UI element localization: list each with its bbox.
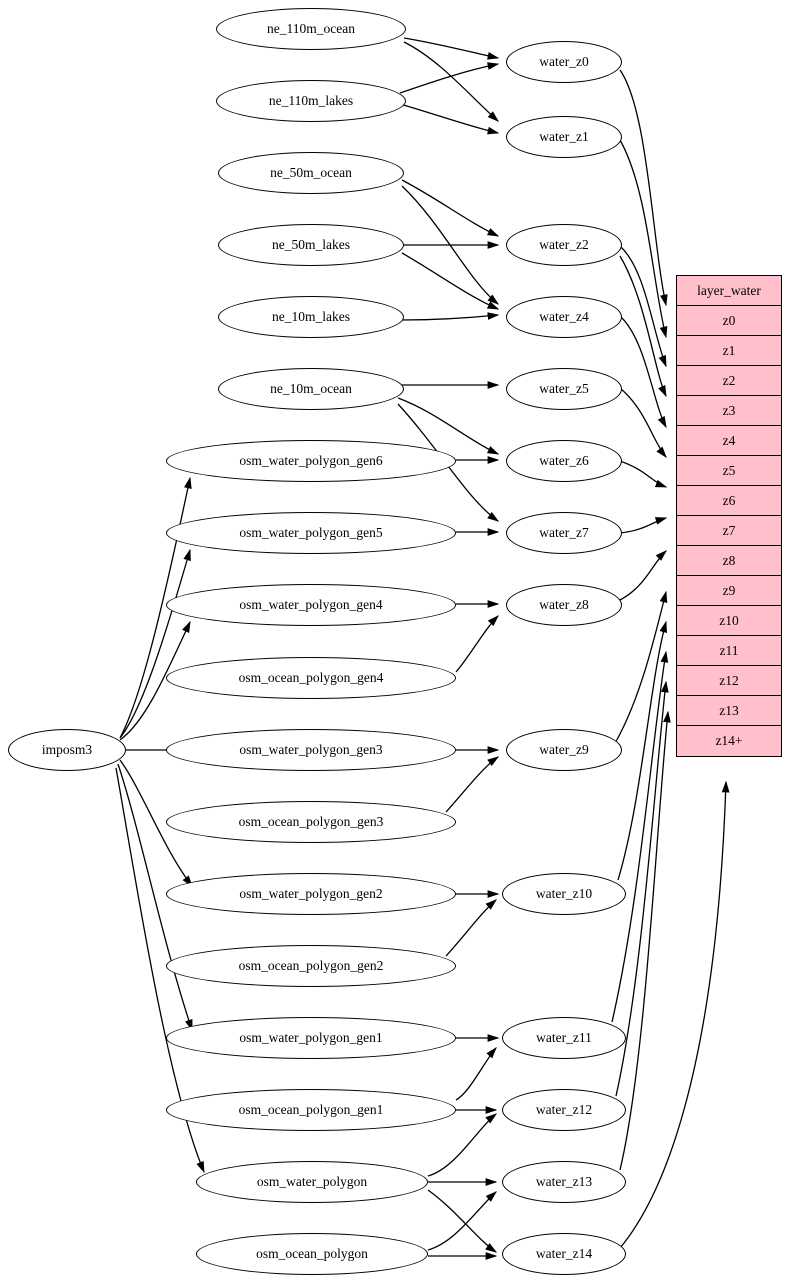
node-label: water_z8 [539, 597, 589, 612]
node-label: water_z10 [535, 886, 593, 901]
node-label: osm_water_polygon_gen5 [239, 525, 383, 540]
node-water-z7[interactable] [506, 512, 622, 554]
node-osm-ocean-polygon-gen1[interactable] [166, 1089, 456, 1131]
node-label: osm_ocean_polygon [256, 1246, 368, 1261]
node-label: ne_50m_ocean [270, 165, 352, 180]
node-label: osm_water_polygon_gen1 [239, 1030, 383, 1045]
layer-water-row-z7[interactable]: z7 [677, 516, 781, 546]
node-water-z11[interactable] [502, 1017, 626, 1059]
node-label: ne_10m_lakes [272, 309, 350, 324]
node-water-z13[interactable] [502, 1161, 626, 1203]
node-water-z8[interactable] [506, 584, 622, 626]
layer-water-row-z0[interactable]: z0 [677, 306, 781, 336]
node-ne-50m-lakes[interactable] [218, 224, 404, 266]
node-label: ne_10m_ocean [270, 381, 352, 396]
layer-water-row-z12[interactable]: z12 [677, 666, 781, 696]
node-water-z14[interactable] [502, 1233, 626, 1275]
node-label: water_z7 [539, 525, 589, 540]
layer-water-row-z3[interactable]: z3 [677, 396, 781, 426]
node-label: water_z12 [535, 1102, 593, 1117]
node-water-z10[interactable] [502, 873, 626, 915]
node-osm-ocean-polygon-gen4[interactable] [166, 657, 456, 699]
node-label: osm_ocean_polygon_gen3 [238, 814, 384, 829]
node-osm-ocean-polygon[interactable] [196, 1233, 428, 1275]
node-water-z12[interactable] [502, 1089, 626, 1131]
node-osm-ocean-polygon-gen3[interactable] [166, 801, 456, 843]
node-label: osm_water_polygon_gen4 [239, 597, 383, 612]
node-label: water_z2 [539, 237, 589, 252]
node-label: ne_110m_ocean [267, 21, 355, 36]
node-water-z4[interactable] [506, 296, 622, 338]
layer-water-row-z4[interactable]: z4 [677, 426, 781, 456]
node-label: osm_water_polygon_gen6 [239, 453, 383, 468]
node-label: osm_ocean_polygon_gen4 [238, 670, 384, 685]
node-label: water_z13 [535, 1174, 593, 1189]
layer-water-row-z10[interactable]: z10 [677, 606, 781, 636]
layer-water-table[interactable] [676, 275, 782, 757]
node-osm-water-polygon-gen1[interactable] [166, 1017, 456, 1059]
layer-water-row-z14[interactable]: z14+ [715, 733, 743, 748]
node-osm-water-polygon[interactable] [196, 1161, 428, 1203]
node-osm-water-polygon-gen3[interactable] [166, 729, 456, 771]
node-water-z1[interactable] [506, 116, 622, 158]
node-water-z2[interactable] [506, 224, 622, 266]
node-osm-water-polygon-gen6[interactable] [166, 440, 456, 482]
node-osm-ocean-polygon-gen2[interactable] [166, 945, 456, 987]
node-label: water_z14 [535, 1246, 593, 1261]
node-label: osm_water_polygon_gen2 [239, 886, 383, 901]
node-label: water_z11 [536, 1030, 592, 1045]
node-osm-water-polygon-gen4[interactable] [166, 584, 456, 626]
node-ne-110m-lakes[interactable] [216, 80, 406, 122]
node-label: osm_ocean_polygon_gen2 [238, 958, 384, 973]
node-label: water_z9 [539, 742, 589, 757]
layer-water-row-z9[interactable]: z9 [677, 576, 781, 606]
node-label: ne_110m_lakes [268, 93, 354, 108]
node-label: osm_ocean_polygon_gen1 [238, 1102, 384, 1117]
layer-water-row-z5[interactable]: z5 [677, 456, 781, 486]
node-label: ne_50m_lakes [272, 237, 350, 252]
node-water-z6[interactable] [506, 440, 622, 482]
node-ne-50m-ocean[interactable] [218, 152, 404, 194]
layer-water-header: layer_water [677, 276, 781, 306]
node-osm-water-polygon-gen5[interactable] [166, 512, 456, 554]
layer-water-row-z2[interactable]: z2 [677, 366, 781, 396]
layer-water-row-z1[interactable]: z1 [677, 336, 781, 366]
layer-water-row-z8[interactable]: z8 [677, 546, 781, 576]
node-ne-10m-ocean[interactable] [218, 368, 404, 410]
node-label: water_z4 [539, 309, 589, 324]
node-label: osm_water_polygon [256, 1174, 368, 1189]
node-imposm3[interactable] [8, 729, 126, 771]
layer-water-row-z6[interactable]: z6 [677, 486, 781, 516]
node-label: water_z1 [539, 129, 589, 144]
node-label: water_z0 [539, 54, 589, 69]
node-label: water_z6 [539, 453, 589, 468]
node-ne-110m-ocean[interactable] [216, 8, 406, 50]
node-label: osm_water_polygon_gen3 [239, 742, 383, 757]
layer-water-row-z13[interactable]: z13 [677, 696, 781, 726]
node-ne-10m-lakes[interactable] [218, 296, 404, 338]
node-water-z9[interactable] [506, 729, 622, 771]
node-label: water_z5 [539, 381, 589, 396]
layer-water-row-z11[interactable]: z11 [677, 636, 781, 666]
node-water-z5[interactable] [506, 368, 622, 410]
node-water-z0[interactable] [506, 41, 622, 83]
node-osm-water-polygon-gen2[interactable] [166, 873, 456, 915]
node-label: imposm3 [41, 742, 93, 757]
